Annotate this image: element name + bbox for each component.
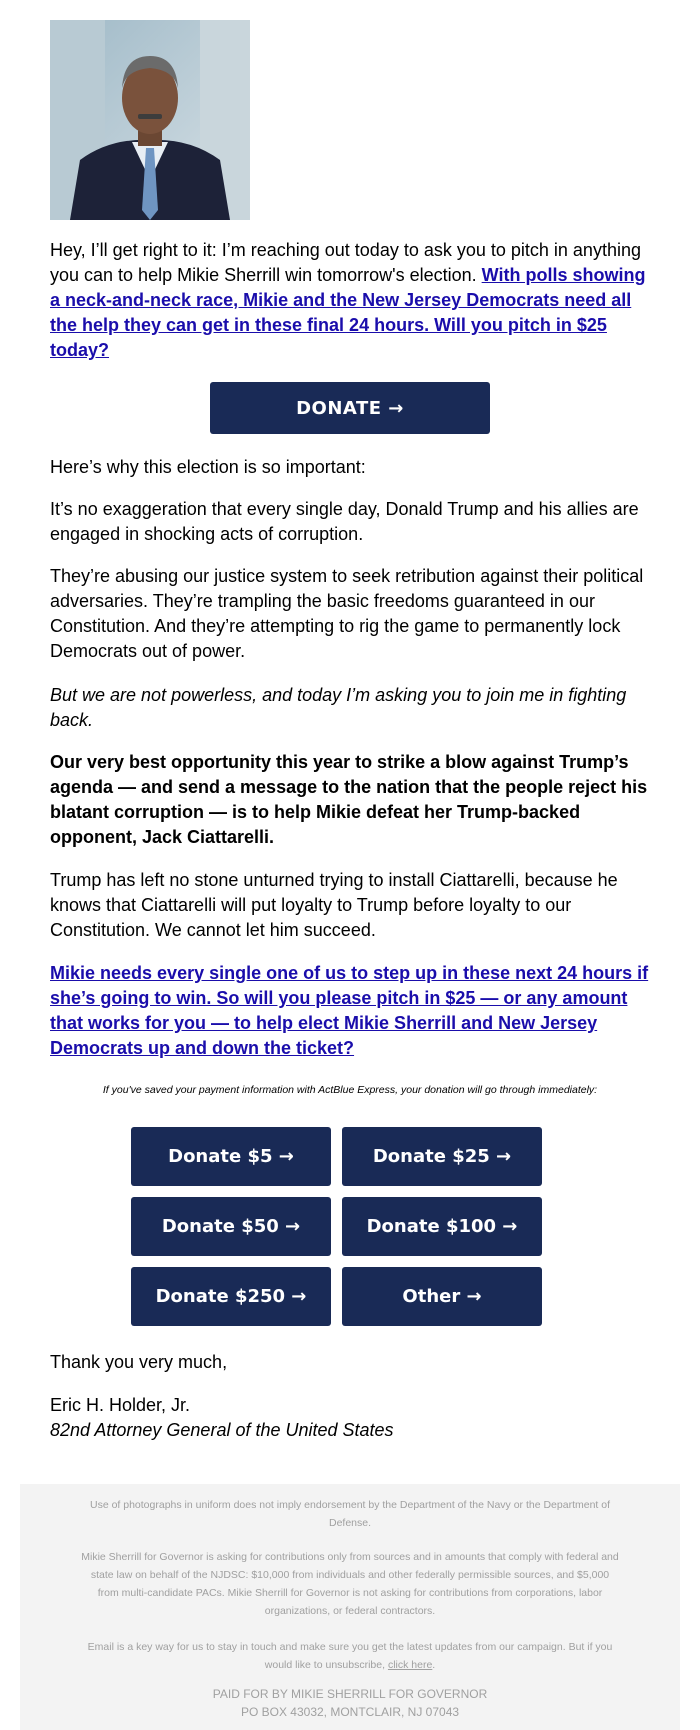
signature-title: 82nd Attorney General of the United States <box>50 1420 394 1440</box>
donate-250-button[interactable]: Donate $250 → <box>131 1267 331 1326</box>
footer-email-end: . <box>432 1659 436 1671</box>
closing-thanks: Thank you very much, <box>50 1352 228 1372</box>
paragraph-5: Our very best opportunity this year to strike a blow against Trump’s agenda — and send a message to the nation that the people reject his blatant corruption — is to help Mikie defeat her Trump-backed opponent, Jack Ciattarelli. <box>50 752 648 847</box>
donate-100-button[interactable]: Donate $100 → <box>342 1197 542 1256</box>
paragraph-1: Here’s why this election is so important: <box>50 457 366 477</box>
donate-5-button[interactable]: Donate $5 → <box>131 1127 331 1186</box>
footer-address: PO BOX 43032, MONTCLAIR, NJ 07043 <box>240 1705 460 1719</box>
footer <box>20 1484 680 1730</box>
donate-50-button[interactable]: Donate $50 → <box>131 1197 331 1256</box>
intro-donate-link[interactable]: With polls showing a neck-and-neck race, Mikie and the New Jersey Democrats need all the help they can get in these final 24 hours. Will you pitch in $25 today? <box>50 265 646 360</box>
footer-disclaimer: Use of photographs in uniform does not imply endorsement by the Department of the Navy or the Department of Defense. <box>89 1499 611 1529</box>
donate-button[interactable]: DONATE → <box>210 382 490 434</box>
footer-email-text: Email is a key way for us to stay in touch and make sure you get the latest updates from our campaign. But if you would like to unsubscribe, <box>87 1641 613 1671</box>
footer-paid-for: PAID FOR BY MIKIE SHERRILL FOR GOVERNOR <box>212 1687 488 1701</box>
intro-text: Hey, I’ll get right to it: I’m reaching out today to ask you to pitch in anything you can to help Mikie Sherrill win tomorrow's election. <box>50 240 641 285</box>
paragraph-3: They’re abusing our justice system to seek retribution against their political adversaries. They’re trampling the basic freedoms guaranteed in our Constitution. And they’re attempting to rig the game to permanently lock Democrats out of power. <box>50 566 644 661</box>
signature-name: Eric H. Holder, Jr. <box>50 1395 191 1415</box>
paragraph-7 <box>50 961 650 1061</box>
pitch-in-link[interactable]: Mikie needs every single one of us to step up in these next 24 hours if she’s going to win. So will you please pitch in $25 — or any amount that works for you — to help elect Mikie Sherrill and New Jersey Democrats up and down the ticket? <box>50 963 649 1058</box>
intro-paragraph <box>50 238 650 363</box>
footer-contributions: Mikie Sherrill for Governor is asking for contributions only from sources and in amounts that comply with federal and state law on behalf of the NJDSC: $10,000 from individuals and other federally permissible sources, and $5,000 from multi-candidate PACs. Mikie Sherrill for Governor is not asking for contributions from corporations, labor organizations, or federal contractors. <box>81 1551 619 1617</box>
paragraph-2: It’s no exaggeration that every single day, Donald Trump and his allies are engaged in shocking acts of corruption. <box>50 499 639 544</box>
actblue-express-note: If you've saved your payment information with ActBlue Express, your donation will go through immediately: <box>102 1084 598 1096</box>
paragraph-6: Trump has left no stone unturned trying to install Ciattarelli, because he knows that Ciattarelli will put loyalty to Trump before loyalty to our Constitution. We cannot let him succeed. <box>50 870 618 940</box>
donate-25-button[interactable]: Donate $25 → <box>342 1127 542 1186</box>
donate-other-button[interactable]: Other → <box>342 1267 542 1326</box>
paragraph-4: But we are not powerless, and today I’m asking you to join me in fighting back. <box>50 685 627 730</box>
unsubscribe-link[interactable]: click here <box>387 1659 433 1671</box>
footer-email-note <box>80 1638 620 1674</box>
portrait-photo <box>50 20 250 220</box>
